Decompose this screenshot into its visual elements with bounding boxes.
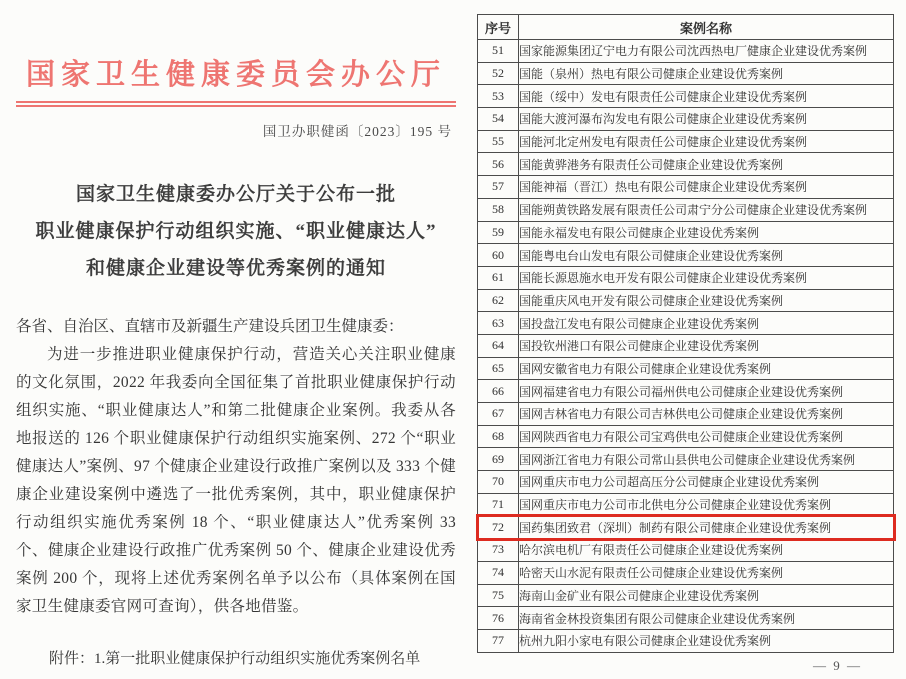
column-header-no: 序号 (478, 15, 519, 40)
case-name: 国能神福（晋江）热电有限公司健康企业建设优秀案例 (519, 176, 894, 199)
table-row (478, 221, 894, 244)
case-number: 69 (478, 448, 519, 471)
case-name: 海南省金林投资集团有限公司健康企业建设优秀案例 (519, 607, 894, 630)
table-row (478, 108, 894, 131)
table-row (478, 130, 894, 153)
case-number: 64 (478, 334, 519, 357)
case-name: 国能（泉州）热电有限公司健康企业建设优秀案例 (519, 62, 894, 85)
case-number: 76 (478, 607, 519, 630)
case-number: 66 (478, 380, 519, 403)
table-row (478, 289, 894, 312)
table-row (478, 493, 894, 516)
case-name: 国能重庆风电开发有限公司健康企业建设优秀案例 (519, 289, 894, 312)
table-row (478, 85, 894, 108)
case-name: 国网重庆市电力公司超高压分公司健康企业建设优秀案例 (519, 471, 894, 494)
column-header-case-name: 案例名称 (519, 15, 894, 40)
table-row (478, 448, 894, 471)
header-divider (16, 101, 456, 107)
case-number: 56 (478, 153, 519, 176)
case-name: 国能黄骅港务有限责任公司健康企业建设优秀案例 (519, 153, 894, 176)
attachment-line: 附件：1.第一批职业健康保护行动组织实施优秀案例名单 (49, 651, 421, 667)
case-number: 74 (478, 561, 519, 584)
table-row (478, 312, 894, 335)
case-number: 58 (478, 198, 519, 221)
table-row (478, 266, 894, 289)
table-row (478, 357, 894, 380)
case-number: 52 (478, 62, 519, 85)
notice-document (16, 0, 456, 668)
case-name: 国能永福发电有限公司健康企业建设优秀案例 (519, 221, 894, 244)
salutation: 各省、自治区、直辖市及新疆生产建设兵团卫生健康委： (16, 318, 404, 335)
case-name: 国能河北定州发电有限责任公司健康企业建设优秀案例 (519, 130, 894, 153)
case-name: 国能粤电台山发电有限公司健康企业建设优秀案例 (519, 244, 894, 267)
case-name: 国能（绥中）发电有限责任公司健康企业建设优秀案例 (519, 85, 894, 108)
table-row (478, 516, 894, 539)
page-number: — 9 — (813, 658, 862, 673)
case-number: 55 (478, 130, 519, 153)
case-number: 67 (478, 403, 519, 426)
table-row (478, 334, 894, 357)
table-row (478, 584, 894, 607)
table-row (478, 403, 894, 426)
table-row (478, 153, 894, 176)
table-row (478, 176, 894, 199)
case-name: 国能长源恩施水电开发有限公司健康企业建设优秀案例 (519, 266, 894, 289)
table-row (478, 471, 894, 494)
case-number: 71 (478, 493, 519, 516)
case-name: 国网重庆市电力公司市北供电分公司健康企业建设优秀案例 (519, 493, 894, 516)
case-name: 哈密天山水泥有限责任公司健康企业建设优秀案例 (519, 561, 894, 584)
case-number: 59 (478, 221, 519, 244)
table-row (478, 62, 894, 85)
case-number: 53 (478, 85, 519, 108)
case-name: 国药集团致君（深圳）制药有限公司健康企业建设优秀案例 (519, 516, 894, 539)
table-row (478, 539, 894, 562)
table-row (478, 380, 894, 403)
case-name: 杭州九阳小家电有限公司健康企业建设优秀案例 (519, 629, 894, 652)
table-row (478, 198, 894, 221)
case-number: 77 (478, 629, 519, 652)
notice-title (16, 176, 456, 287)
case-number: 73 (478, 539, 519, 562)
case-number: 65 (478, 357, 519, 380)
table-row (478, 607, 894, 630)
case-number: 63 (478, 312, 519, 335)
case-name: 国投钦州港口有限公司健康企业建设优秀案例 (519, 334, 894, 357)
table-row (478, 561, 894, 584)
title-line-2: 职业健康保护行动组织实施、“职业健康达人” (35, 221, 437, 242)
case-name: 国家能源集团辽宁电力有限公司沈西热电厂健康企业建设优秀案例 (519, 40, 894, 63)
case-name: 国网浙江省电力有限公司常山县供电公司健康企业建设优秀案例 (519, 448, 894, 471)
title-line-1: 国家卫生健康委办公厅关于公布一批 (75, 184, 396, 205)
case-name: 国网福建省电力有限公司福州供电公司健康企业建设优秀案例 (519, 380, 894, 403)
case-name: 哈尔滨电机厂有限责任公司健康企业建设优秀案例 (519, 539, 894, 562)
table-row (478, 425, 894, 448)
agency-header: 国家卫生健康委员会办公厅 (25, 59, 446, 91)
case-table (477, 14, 894, 653)
case-number: 72 (478, 516, 519, 539)
case-number: 62 (478, 289, 519, 312)
document-number: 国卫办职健函〔2023〕195 号 (262, 124, 452, 139)
case-number: 60 (478, 244, 519, 267)
case-name: 海南山金矿业有限公司健康企业建设优秀案例 (519, 584, 894, 607)
case-number: 68 (478, 425, 519, 448)
table-row (478, 40, 894, 63)
case-number: 51 (478, 40, 519, 63)
case-name: 国网安徽省电力有限公司健康企业建设优秀案例 (519, 357, 894, 380)
body-paragraph: 为进一步推进职业健康保护行动，营造关心关注职业健康的文化氛围，2022 年我委向全国征集了首批职业健康保护行动组织实施、“职业健康达人”和第二批健康企业案例。我委从各地报送的 126 个职业健康保护行动组织实施案例、272 个“职业健康达人”案例、97 个健康企业建设行政推广案例以及 333 个健康企业建设案例中遴选了一批优秀案例，其中，职业健康保护行动组织实施优秀案例 18 个、“职业健康达人”优秀案例 33 个、健康企业建设行政推广优秀案例 50 个、健康企业建设优秀案例 200 个，现将上述优秀案例名单予以公布（具体案例在国家卫生健康委官网可查询），供各地借鉴。 (16, 346, 456, 615)
case-number: 75 (478, 584, 519, 607)
case-number: 61 (478, 266, 519, 289)
case-name: 国网陕西省电力有限公司宝鸡供电公司健康企业建设优秀案例 (519, 425, 894, 448)
table-header-row (478, 15, 894, 40)
case-number: 70 (478, 471, 519, 494)
case-name: 国网吉林省电力有限公司吉林供电公司健康企业建设优秀案例 (519, 403, 894, 426)
title-line-3: 和健康企业建设等优秀案例的通知 (85, 258, 386, 279)
case-number: 54 (478, 108, 519, 131)
case-number: 57 (478, 176, 519, 199)
case-name: 国能朔黄铁路发展有限责任公司肃宁分公司健康企业建设优秀案例 (519, 198, 894, 221)
case-name: 国能大渡河瀑布沟发电有限公司健康企业建设优秀案例 (519, 108, 894, 131)
table-row (478, 244, 894, 267)
table-row (478, 629, 894, 652)
case-name: 国投盘江发电有限公司健康企业建设优秀案例 (519, 312, 894, 335)
